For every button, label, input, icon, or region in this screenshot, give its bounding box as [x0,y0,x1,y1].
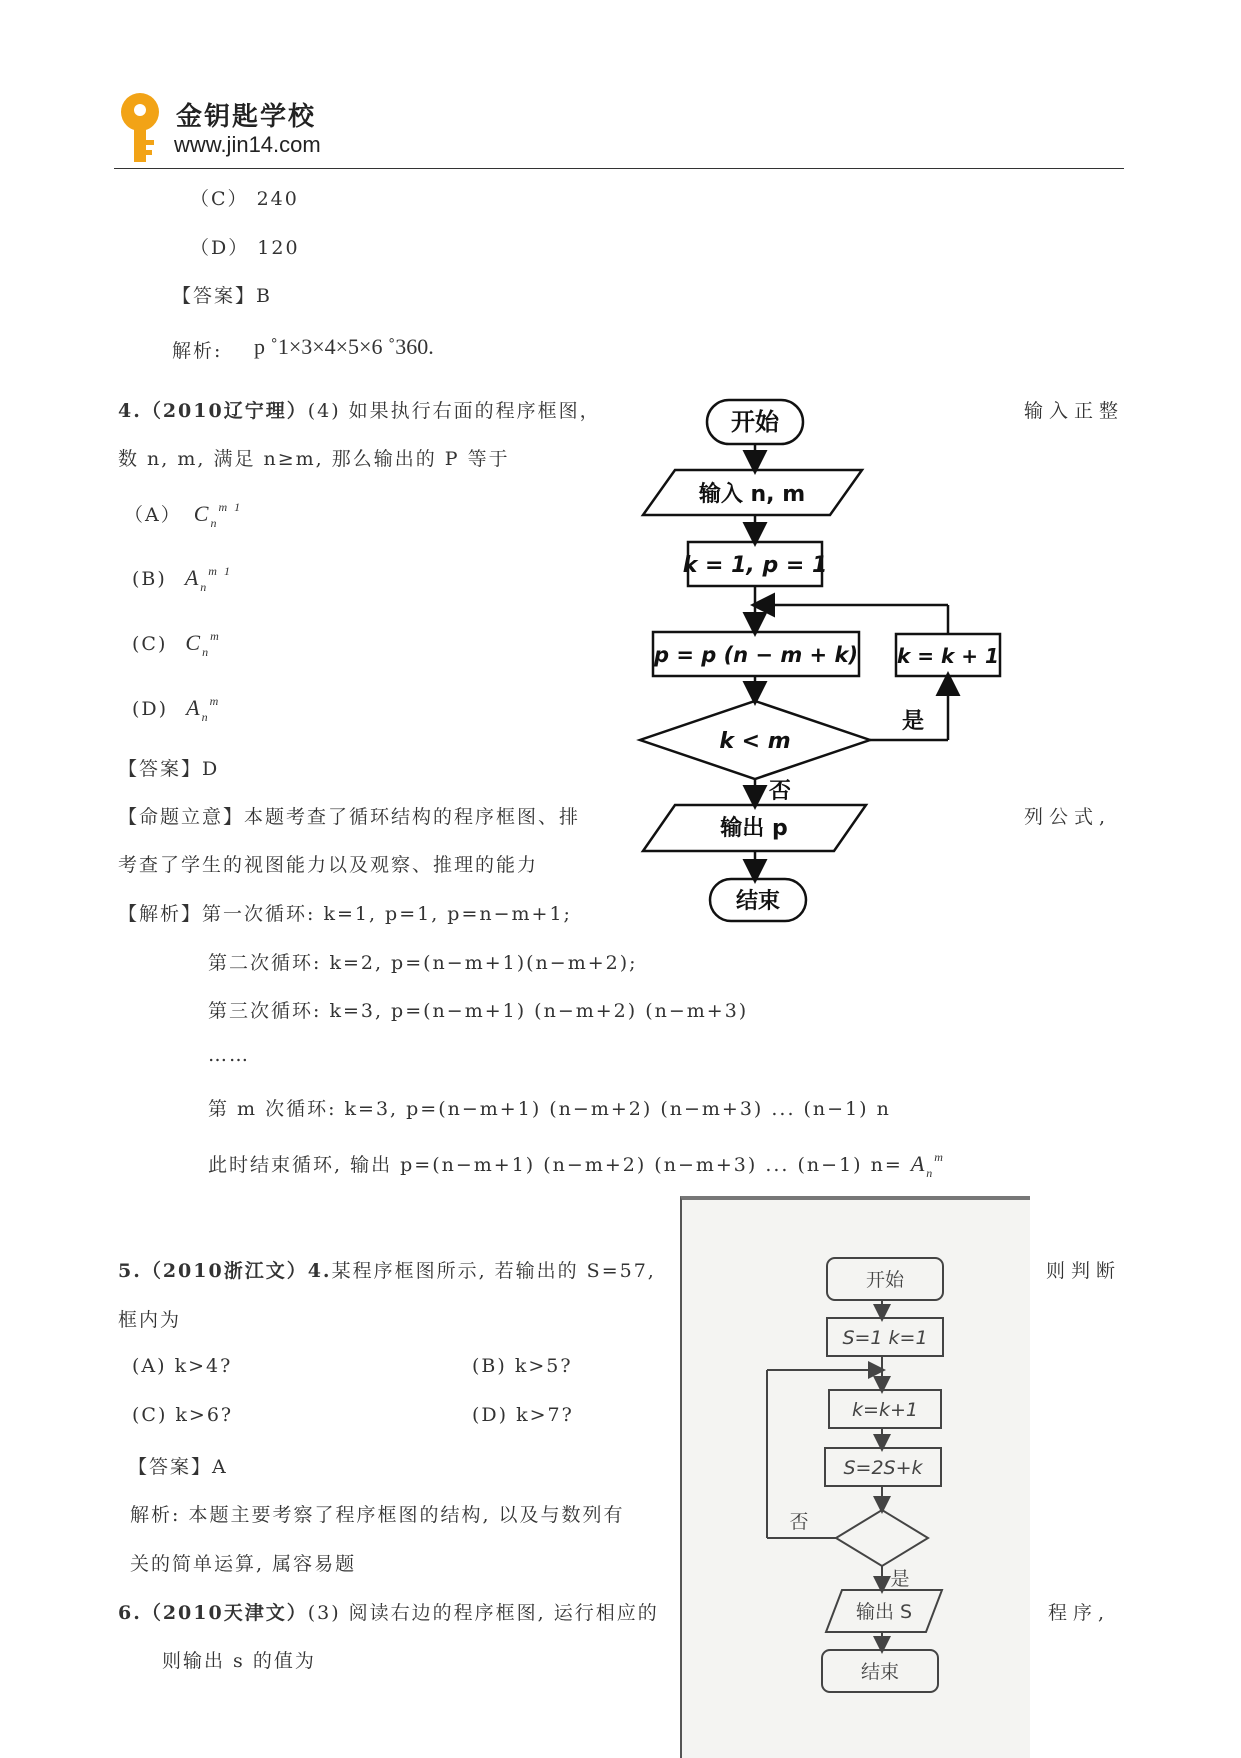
logo [118,92,368,164]
logo-name: 金钥匙学校 [176,102,317,132]
key-icon [118,92,168,164]
q4-intent-2: 考查了学生的视图能力以及观察、推理的能力 [118,854,539,876]
q5-flowchart-panel [680,1196,1030,1758]
q5-flowchart [682,1200,1030,1758]
q4-flow-end: 结束 [735,889,781,914]
q4-solution-1: 【解析】第一次循环: k=1, p=1, p=n−m+1; [118,903,572,925]
q4-option-c-label: (C) [132,633,168,655]
q5-analysis-2: 关的简单运算, 属容易题 [130,1553,357,1575]
q4-flow-cond: k < m [719,729,791,754]
q6-stem-1: (3) 阅读右边的程序框图, 运行相应的 [307,1602,659,1624]
q5-option-a: (A) k>4? [132,1355,233,1377]
q4-solution-5-text: 此时结束循环, 输出 p=(n−m+1) (n−m+2) (n−m+3) ... (n−1) n= [208,1154,903,1176]
logo-url: www.jin14.com [174,132,321,157]
q4-solution-5-sup: m [934,1150,945,1164]
q4-option-d-sub: n [201,710,210,724]
q4-option-b [132,564,232,594]
q4-intent-1-right: 列公式, [1024,806,1112,828]
q4-option-b-label: (B) [132,568,167,590]
q5-flow-incr: k=k+1 [852,1399,918,1421]
q4-option-a-sub: n [210,516,219,530]
q5-flow-end: 结束 [860,1661,900,1683]
q4-stem-2: 数 n, m, 满足 n≥m, 那么输出的 P 等于 [118,448,510,470]
q5-heading [118,1256,656,1283]
q4-flow-output: 输出 p [720,816,788,841]
q4-solution-5-sub: n [926,1166,935,1180]
q5-flow-output: 输出 S [855,1601,913,1623]
q4-option-d-sup: m [209,694,221,708]
q4-option-c-letter: C [185,630,203,655]
q4-option-b-sub: n [200,580,209,594]
q4-stem-1-right: 输入正整 [1024,400,1125,422]
q5-flow-cond-box [836,1510,928,1566]
q5-flow-yes: 是 [890,1568,910,1590]
q4-option-d-label: (D) [132,698,169,720]
q5-flow-start: 开始 [865,1269,905,1291]
q4-heading [118,396,601,423]
q4-option-b-letter: A [184,565,201,590]
q4-flowchart [630,395,1010,935]
q3-option-d: （D） 120 [190,237,300,259]
q4-flow-process: p = p (n − m + k) [653,643,859,667]
q3-analysis-formula: p ˚1×3×4×5×6 ˚360. [254,334,434,359]
q4-answer: 【答案】D [118,758,220,780]
q4-flow-yes: 是 [901,709,925,734]
q4-option-a [124,500,243,530]
q4-option-a-label: （A） [124,504,182,526]
q5-answer: 【答案】A [128,1456,228,1478]
q5-flow-calc: S=2S+k [843,1457,923,1479]
q5-analysis-1: 解析: 本题主要考察了程序框图的结构, 以及与数列有 [130,1504,625,1526]
q4-option-a-letter: C [193,501,211,526]
q4-option-d [132,694,221,724]
q4-solution-3: 第三次循环: k=3, p=(n−m+1) (n−m+2) (n−m+3) [208,1000,749,1022]
q5-stem-1: 某程序框图所示, 若输出的 S=57, [331,1260,656,1282]
q5-option-b: (B) k>5? [472,1355,573,1377]
q4-solution-4: 第 m 次循环: k=3, p=(n−m+1) (n−m+2) (n−m+3) ... (n−1) n [208,1098,891,1120]
header-rule [114,168,1124,169]
q4-option-d-letter: A [186,695,202,720]
q4-flow-init: k = 1, p = 1 [682,553,828,578]
q6-heading [118,1598,659,1625]
q5-option-c: (C) k>6? [132,1404,234,1426]
q3-option-c: （C） 240 [190,188,299,210]
q4-title: 4.（2010辽宁理） [118,400,308,422]
q4-flow-incr: k = k + 1 [897,644,999,668]
q3-answer: 【答案】B [172,285,272,307]
q4-flow-input: 输入 n, m [698,482,806,507]
q5-stem-2: 框内为 [118,1309,182,1331]
q5-option-d: (D) k>7? [472,1404,574,1426]
q4-option-b-sup: m 1 [208,564,232,578]
q3-analysis-label: 解析: [172,340,223,362]
q4-stem-1: (4) 如果执行右面的程序框图， [307,400,601,422]
q5-flow-no: 否 [789,1511,809,1533]
q4-solution-5 [208,1150,945,1180]
q4-flow-no: 否 [768,779,792,804]
q6-stem-1-right: 程序, [1048,1602,1111,1624]
q5-flow-init: S=1 k=1 [842,1327,928,1349]
q4-solution-5-letter: A [910,1151,927,1176]
q6-stem-2: 则输出 s 的值为 [162,1650,316,1672]
q4-intent-1: 【命题立意】本题考查了循环结构的程序框图、排 [118,806,581,828]
q4-solution-dots: …… [208,1044,250,1066]
q4-option-c-sup: m [210,629,221,643]
q4-option-a-sup: m 1 [218,500,243,514]
q4-solution-2: 第二次循环: k=2, p=(n−m+1)(n−m+2); [208,952,638,974]
q6-title: 6.（2010天津文） [118,1602,308,1624]
q5-title: 5.（2010浙江文）4. [118,1260,332,1282]
q4-option-c-sub: n [202,645,211,659]
q4-option-c [132,629,221,659]
q4-flow-start: 开始 [731,408,779,436]
q5-stem-1-right: 则判断 [1046,1260,1122,1282]
